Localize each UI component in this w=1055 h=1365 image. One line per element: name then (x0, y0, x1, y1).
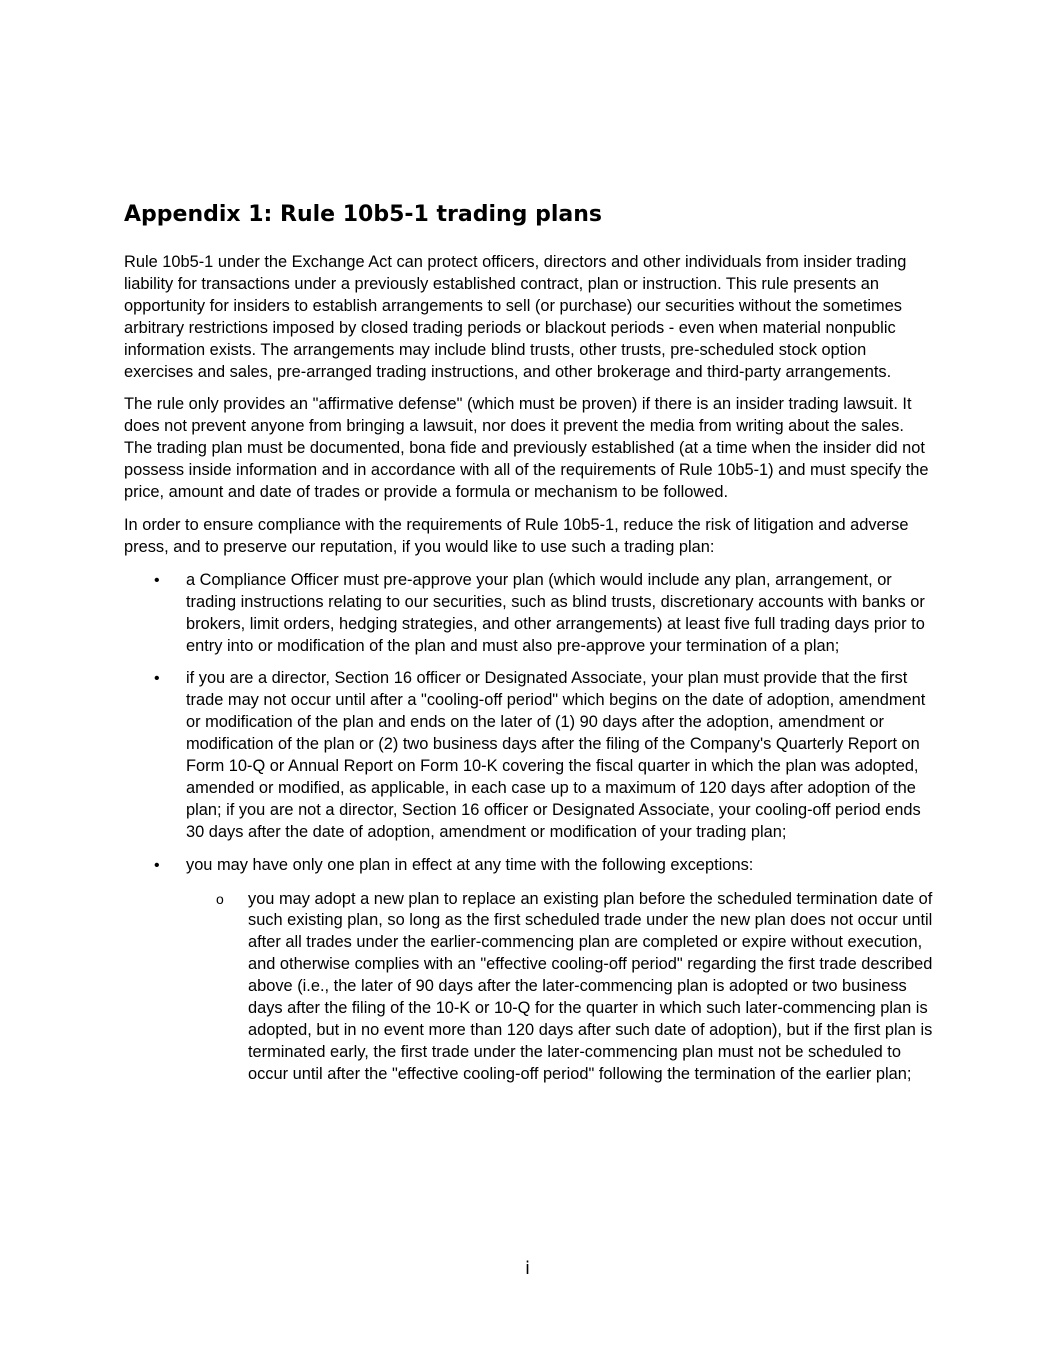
compliance-paragraph: In order to ensure compliance with the requirements of Rule 10b5-1, reduce the risk of litigation and adverse press, and to preserve our reputation, if you would like to use such a trading plan: (124, 515, 909, 556)
bullet-icon: • (154, 670, 160, 688)
requirements-list (124, 570, 934, 1086)
bullet-icon: • (154, 571, 160, 589)
list-item-text: a Compliance Officer must pre-approve your plan (which would include any plan, arrangement, or trading instructions relating to our securities, such as blind trusts, discretionary accounts with banks or brokers, limit orders, hedging strategies, and other arrangements) at least five full trading days prior to entry into or modification of the plan and must also pre-approve your termination of a plan; (186, 570, 925, 655)
bullet-icon: • (154, 856, 160, 874)
affirmative-defense-paragraph: The rule only provides an "affirmative defense" (which must be proven) if there is an insider trading lawsuit. It does not prevent anyone from bringing a lawsuit, nor does it prevent the media from writing about the sales. The trading plan must be documented, bona fide and previously established (at a time when the insider did not possess inside information and in accordance with all of the requirements of Rule 10b5-1) and must specify the price, amount and date of trades or provide a formula or mechanism to be followed. (124, 395, 929, 502)
document-page (124, 200, 934, 1097)
page-title: Appendix 1: Rule 10b5-1 trading plans (124, 202, 602, 227)
sub-list-item (186, 889, 934, 1086)
circle-bullet-icon: o (216, 890, 224, 907)
exceptions-list (186, 889, 934, 1086)
list-item (124, 855, 934, 1086)
list-item-text: you may have only one plan in effect at any time with the following exceptions: (186, 855, 754, 874)
list-item (124, 570, 934, 658)
list-item-text: if you are a director, Section 16 officer or Designated Associate, your plan must provide that the first trade may not occur until after a "cooling-off period" which begins on the date of adoption, amendment or modification of the plan and ends on the later of (1) 90 days after the adoption, amendment or modification of the plan or (2) two business days after the filing of the Company's Quarterly Report on Form 10-Q or Annual Report on Form 10-K covering the fiscal quarter in which the plan was adopted, amended or modified, as applicable, in each case up to a maximum of 120 days after adoption of the plan; if you are not a director, Section 16 officer or Designated Associate, your cooling-off period ends 30 days after the date of adoption, amendment or modification of your trading plan; (186, 669, 926, 841)
sub-list-item-text: you may adopt a new plan to replace an existing plan before the scheduled termination date of such existing plan, so long as the first scheduled trade under the new plan does not occur until after all trades under the earlier-commencing plan are completed or expire without execution, and otherwise complies with an "effective cooling-off period" regarding the first trade described above (i.e., the later of 90 days after the later-commencing plan is adopted or two business days after the filing of the 10-K or 10-Q for the quarter in which such later-commencing plan is adopted, but in no event more than 120 days after such date of adoption), but if the first plan is terminated early, the first trade under the later-commencing plan must not be scheduled to occur until after the "effective cooling-off period" following the termination of the earlier plan; (248, 889, 933, 1083)
intro-paragraph: Rule 10b5-1 under the Exchange Act can protect officers, directors and other individuals from insider trading liability for transactions under a previously established contract, plan or instruction. This rule presents an opportunity for insiders to establish arrangements to sell (or purchase) our securities without the sometimes arbitrary restrictions imposed by closed trading periods or blackout periods - even when material nonpublic information exists. The arrangements may include blind trusts, other trusts, pre-scheduled stock option exercises and sales, pre-arranged trading instructions, and other brokerage and third-party arrangements. (124, 253, 907, 381)
page-number: i (524, 1258, 530, 1279)
list-item (124, 668, 934, 843)
